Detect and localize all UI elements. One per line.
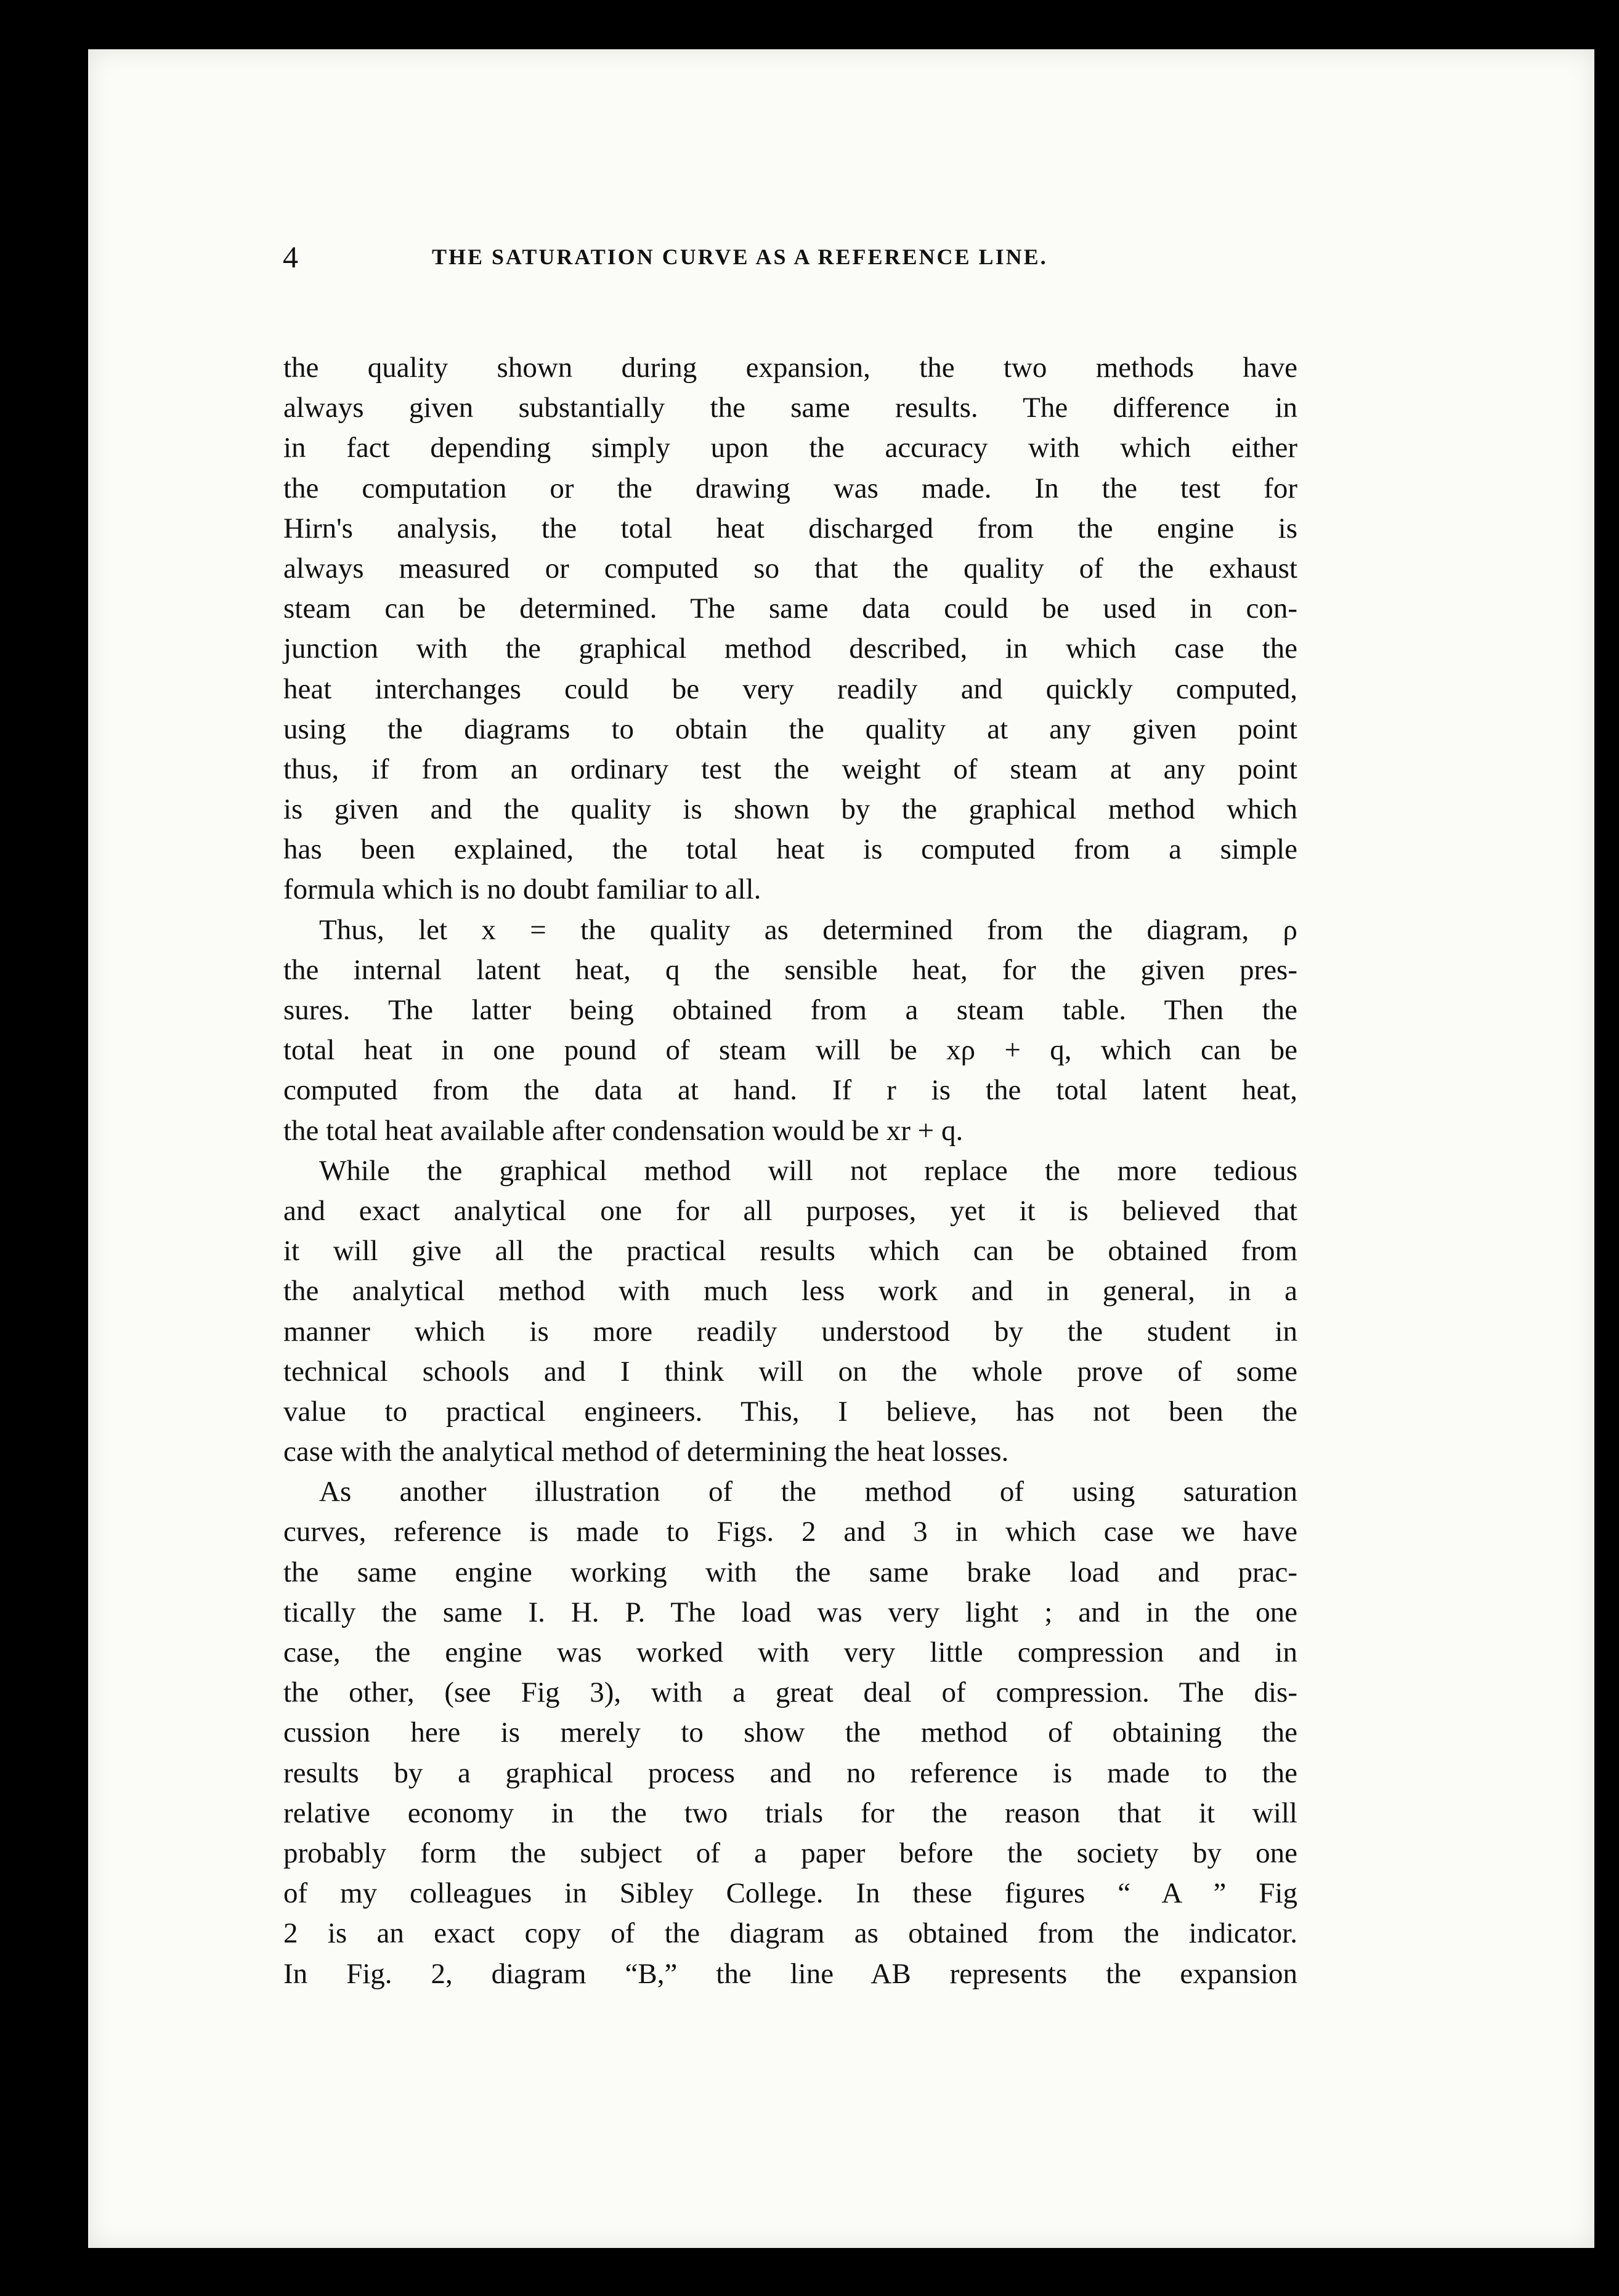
- text-line: In Fig. 2, diagram “B,” the line AB represents the expansion: [283, 1957, 1297, 1990]
- text-line: in fact depending simply upon the accuracy with which either: [283, 432, 1297, 464]
- text-line: junction with the graphical method described, in which case the: [283, 633, 1297, 665]
- scan-border: [0, 0, 1619, 55]
- text-line: has been explained, the total heat is computed from a simple: [283, 833, 1297, 866]
- text-line: steam can be determined. The same data could be used in con-: [283, 592, 1297, 625]
- text-line: technical schools and I think will on the whole prove of some: [283, 1355, 1297, 1388]
- text-line: case, the engine was worked with very little compression and in: [283, 1636, 1297, 1668]
- text-line: the analytical method with much less work and in general, in a: [283, 1275, 1297, 1308]
- text-line: As another illustration of the method of using saturation: [319, 1476, 1297, 1508]
- text-line: always measured or computed so that the quality of the exhaust: [283, 552, 1297, 584]
- text-line: results by a graphical process and no reference is made to the: [283, 1756, 1297, 1789]
- text-line: the computation or the drawing was made. In the test for: [283, 472, 1297, 504]
- text-line: thus, if from an ordinary test the weight of steam at any point: [283, 753, 1297, 785]
- text-line: using the diagrams to obtain the quality at any given point: [283, 713, 1297, 745]
- text-line: tically the same I. H. P. The load was very light ; and in the one: [283, 1596, 1297, 1628]
- page-number: 4: [283, 240, 298, 274]
- text-line: sures. The latter being obtained from a steam table. Then the: [283, 994, 1297, 1026]
- text-line: always given substantially the same results. The difference in: [283, 392, 1297, 424]
- text-line: curves, reference is made to Figs. 2 and 3 in which case we have: [283, 1516, 1297, 1548]
- text-line: 2 is an exact copy of the diagram as obtained from the indicator.: [283, 1917, 1297, 1950]
- text-line: heat interchanges could be very readily and quickly computed,: [283, 673, 1297, 705]
- text-line: manner which is more readily understood by the student in: [283, 1315, 1297, 1348]
- page-header: [283, 235, 1291, 278]
- text-line: the quality shown during expansion, the two methods have: [283, 352, 1297, 384]
- text-line: Thus, let x = the quality as determined from the diagram, ρ: [319, 913, 1297, 946]
- text-line: computed from the data at hand. If r is the total latent heat,: [283, 1074, 1297, 1107]
- text-line: is given and the quality is shown by the graphical method which: [283, 793, 1297, 826]
- text-line: of my colleagues in Sibley College. In these figures “ A ” Fig: [283, 1877, 1297, 1910]
- text-line: the other, (see Fig 3), with a great deal of compression. The dis-: [283, 1676, 1297, 1709]
- text-line: value to practical engineers. This, I believe, has not been the: [283, 1395, 1297, 1428]
- document-page: [88, 49, 1594, 2248]
- text-line: Hirn's analysis, the total heat discharged from the engine is: [283, 512, 1297, 544]
- text-line: total heat in one pound of steam will be xρ + q, which can be: [283, 1034, 1297, 1067]
- text-line: the internal latent heat, q the sensible heat, for the given pres-: [283, 953, 1297, 986]
- body-text: [283, 348, 1297, 1994]
- text-line: cussion here is merely to show the method of obtaining the: [283, 1716, 1297, 1749]
- running-head: THE SATURATION CURVE AS A REFERENCE LINE.: [432, 245, 1048, 269]
- text-line: formula which is no doubt familiar to all.: [283, 873, 761, 906]
- text-line: relative economy in the two trials for the reason that it will: [283, 1797, 1297, 1829]
- text-line: probably form the subject of a paper before the society by one: [283, 1837, 1297, 1869]
- text-line: case with the analytical method of determining the heat losses.: [283, 1436, 1009, 1468]
- text-line: the same engine working with the same brake load and prac-: [283, 1556, 1297, 1588]
- text-line: the total heat available after condensation would be xr + q.: [283, 1114, 964, 1147]
- text-line: and exact analytical one for all purposes, yet it is believed that: [283, 1194, 1297, 1227]
- text-line: While the graphical method will not replace the more tedious: [319, 1154, 1297, 1187]
- text-line: it will give all the practical results which can be obtained from: [283, 1235, 1297, 1267]
